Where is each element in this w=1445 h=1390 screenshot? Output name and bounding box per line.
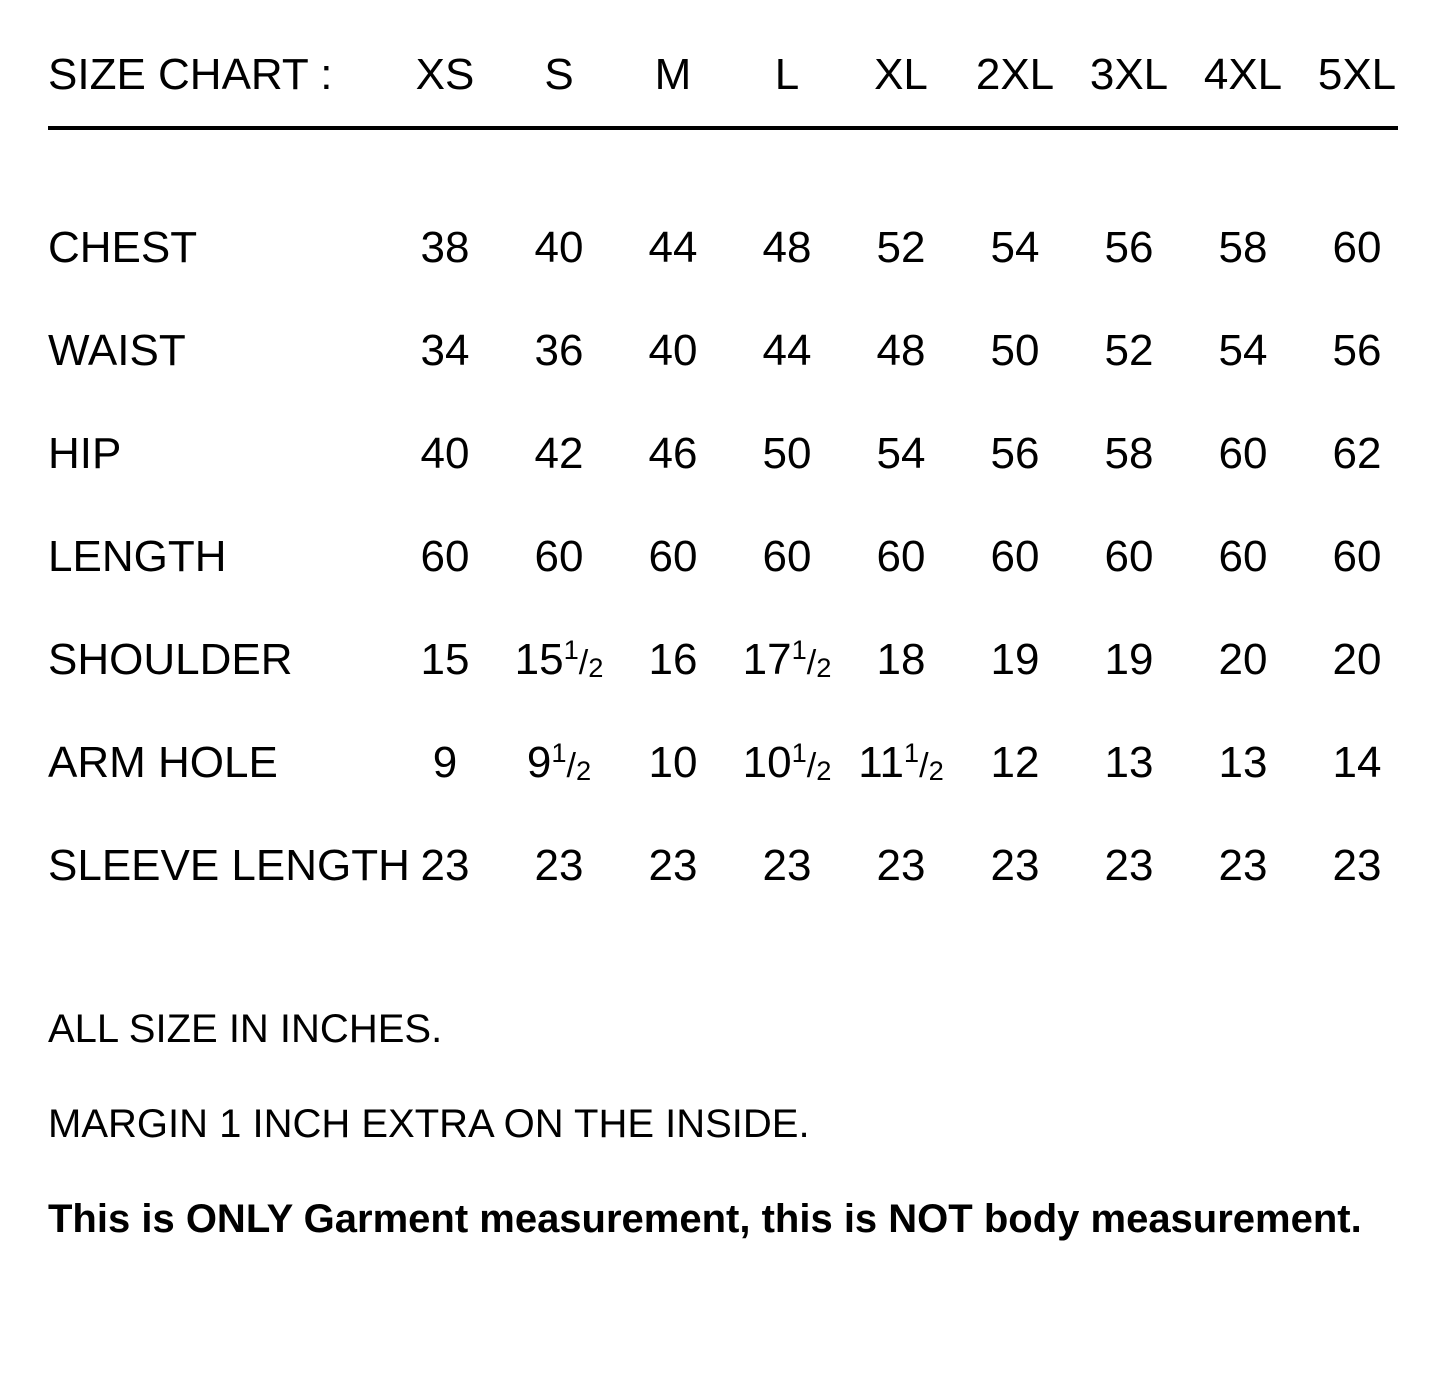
cell-sleeve-length-4xl: 23	[1218, 840, 1268, 890]
cell-hip-l: 50	[762, 428, 812, 478]
cell-sleeve-length-s: 23	[534, 840, 584, 890]
table-row	[48, 711, 1414, 814]
cell-length-2xl: 60	[990, 531, 1040, 581]
notes-section	[48, 1009, 1445, 1239]
cell-waist-3xl: 52	[1104, 325, 1154, 375]
cell-arm-hole-3xl: 13	[1104, 737, 1154, 787]
column-header-m: M	[654, 50, 692, 99]
cell-shoulder-xl: 18	[876, 634, 926, 684]
cell-shoulder-5xl: 20	[1332, 634, 1382, 684]
cell-sleeve-length-l: 23	[762, 840, 812, 890]
column-header-2xl: 2XL	[975, 50, 1055, 99]
row-label-sleeve-length: SLEEVE LENGTH	[48, 840, 410, 890]
row-label-length: LENGTH	[48, 531, 227, 581]
row-label-arm-hole: ARM HOLE	[48, 737, 278, 787]
row-label-hip: HIP	[48, 428, 122, 478]
cell-sleeve-length-3xl: 23	[1104, 840, 1154, 890]
cell-sleeve-length-xl: 23	[876, 840, 926, 890]
header-rule-cell	[48, 118, 1414, 130]
cell-arm-hole-m: 10	[648, 737, 698, 787]
cell-waist-xl: 48	[876, 325, 926, 375]
cell-chest-s: 40	[534, 222, 584, 272]
cell-shoulder-4xl: 20	[1218, 634, 1268, 684]
cell-hip-4xl: 60	[1218, 428, 1268, 478]
column-header-xl: XL	[874, 50, 928, 99]
note-margin: MARGIN 1 INCH EXTRA ON THE INSIDE.	[48, 1102, 810, 1146]
table-body	[48, 130, 1414, 917]
cell-shoulder-xs: 15	[420, 634, 470, 684]
cell-length-xs: 60	[420, 531, 470, 581]
header-row	[48, 32, 1414, 118]
cell-shoulder-l: 171/2	[742, 633, 832, 684]
cell-length-5xl: 60	[1332, 531, 1382, 581]
column-header-xs: XS	[415, 50, 475, 99]
table-row	[48, 196, 1414, 299]
row-label-chest: CHEST	[48, 222, 198, 272]
cell-chest-5xl: 60	[1332, 222, 1382, 272]
cell-shoulder-m: 16	[648, 634, 698, 684]
cell-waist-5xl: 56	[1332, 325, 1382, 375]
cell-hip-5xl: 62	[1332, 428, 1382, 478]
note-units: ALL SIZE IN INCHES.	[48, 1007, 443, 1051]
cell-sleeve-length-m: 23	[648, 840, 698, 890]
note-disclaimer: This is ONLY Garment measurement, this is NOT body measurement.	[48, 1197, 1362, 1241]
cell-waist-s: 36	[534, 325, 584, 375]
cell-waist-2xl: 50	[990, 325, 1040, 375]
cell-length-m: 60	[648, 531, 698, 581]
cell-hip-3xl: 58	[1104, 428, 1154, 478]
table-header	[48, 32, 1414, 130]
cell-shoulder-2xl: 19	[990, 634, 1040, 684]
cell-chest-2xl: 54	[990, 222, 1040, 272]
table-row	[48, 299, 1414, 402]
column-header-s: S	[544, 50, 574, 99]
cell-waist-l: 44	[762, 325, 812, 375]
table-row	[48, 402, 1414, 505]
cell-hip-s: 42	[534, 428, 584, 478]
cell-chest-l: 48	[762, 222, 812, 272]
header-rule-row	[48, 118, 1414, 130]
cell-hip-xl: 54	[876, 428, 926, 478]
table-row	[48, 608, 1414, 711]
size-chart-table	[48, 32, 1414, 917]
cell-arm-hole-5xl: 14	[1332, 737, 1382, 787]
table-row	[48, 505, 1414, 608]
cell-length-s: 60	[534, 531, 584, 581]
cell-arm-hole-s: 91/2	[526, 736, 592, 787]
row-label-waist: WAIST	[48, 325, 186, 375]
cell-waist-4xl: 54	[1218, 325, 1268, 375]
cell-arm-hole-4xl: 13	[1218, 737, 1268, 787]
cell-length-3xl: 60	[1104, 531, 1154, 581]
column-header-5xl: 5XL	[1317, 50, 1397, 99]
cell-hip-2xl: 56	[990, 428, 1040, 478]
cell-arm-hole-l: 101/2	[742, 736, 832, 787]
page-title: SIZE CHART :	[48, 50, 333, 99]
cell-chest-xs: 38	[420, 222, 470, 272]
column-header-4xl: 4XL	[1203, 50, 1283, 99]
cell-waist-m: 40	[648, 325, 698, 375]
size-chart-document	[0, 32, 1445, 1390]
body-spacer-row	[48, 130, 1414, 196]
cell-chest-3xl: 56	[1104, 222, 1154, 272]
cell-arm-hole-xl: 111/2	[858, 736, 944, 787]
cell-length-l: 60	[762, 531, 812, 581]
cell-chest-m: 44	[648, 222, 698, 272]
cell-length-xl: 60	[876, 531, 926, 581]
cell-sleeve-length-xs: 23	[420, 840, 470, 890]
cell-sleeve-length-5xl: 23	[1332, 840, 1382, 890]
cell-chest-4xl: 58	[1218, 222, 1268, 272]
cell-shoulder-s: 151/2	[514, 633, 604, 684]
column-header-3xl: 3XL	[1089, 50, 1169, 99]
cell-chest-xl: 52	[876, 222, 926, 272]
cell-arm-hole-2xl: 12	[990, 737, 1040, 787]
row-label-shoulder: SHOULDER	[48, 634, 293, 684]
cell-hip-m: 46	[648, 428, 698, 478]
cell-length-4xl: 60	[1218, 531, 1268, 581]
cell-waist-xs: 34	[420, 325, 470, 375]
column-header-l: L	[774, 50, 800, 99]
table-row	[48, 814, 1414, 917]
cell-shoulder-3xl: 19	[1104, 634, 1154, 684]
cell-sleeve-length-2xl: 23	[990, 840, 1040, 890]
body-spacer-cell	[48, 130, 1414, 196]
cell-arm-hole-xs: 9	[432, 737, 458, 787]
cell-hip-xs: 40	[420, 428, 470, 478]
